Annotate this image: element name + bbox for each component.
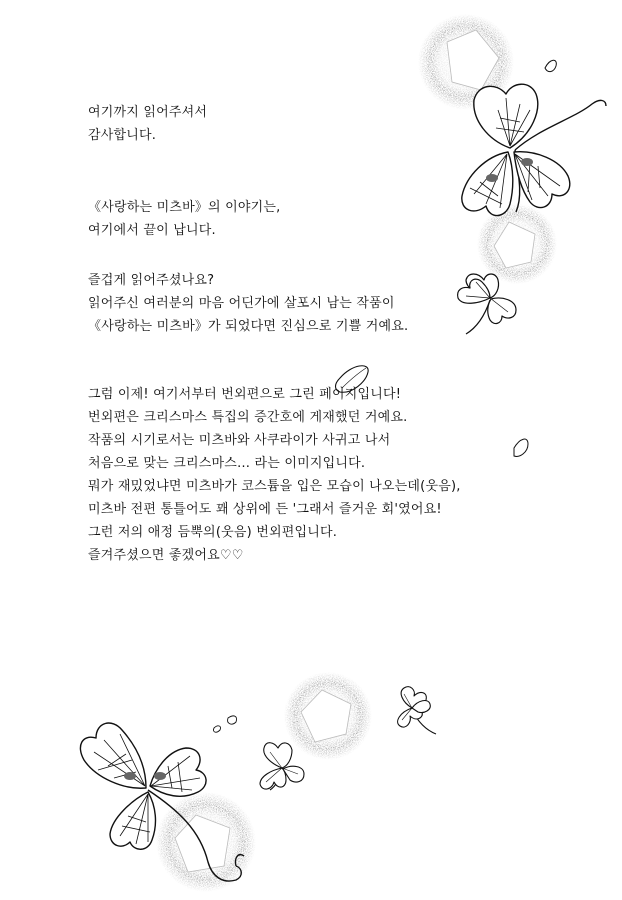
text-line: 감사합니다. [88,128,157,143]
text-line: 번외편은 크리스마스 특집의 증간호에 게재했던 거예요. [88,410,408,425]
clover-bottom-center [260,743,304,790]
text-line: 《사랑하는 미츠바》가 되었다면 진심으로 기쁠 거예요. [88,319,409,334]
text-line: 여기까지 읽어주셔서 [88,105,208,120]
small-clover-right-mid [458,274,516,334]
afterword-paragraph-thanks [88,101,448,147]
text-line: 즐겨주셨으면 좋겠어요♡♡ [88,548,244,563]
text-line: 여기에서 끝이 납니다. [88,223,216,238]
large-clover-top-right [462,84,606,215]
text-line: 뭐가 재밌었냐면 미츠바가 코스튬을 입은 모습이 나오는데(웃음), [88,479,461,494]
text-line: 그럼 이제! 여기서부터 번외편으로 그린 페이지입니다! [88,387,402,402]
petal-bottom-center [228,716,237,724]
afterword-paragraph-extra-chapter [88,383,461,567]
text-line: 《사랑하는 미츠바》의 이야기는, [88,200,281,215]
text-line: 그런 저의 애정 듬뿍의(웃음) 번외편입니다. [88,525,338,540]
text-line: 작품의 시기로서는 미츠바와 사쿠라이가 사귀고 나서 [88,433,391,448]
screentone-pentagon-bottom-right [284,672,372,760]
screentone-pentagon-mid [477,204,557,284]
clover-bottom-right [398,687,436,734]
afterword-paragraph-ending [88,196,448,242]
petal-small-right [514,439,528,456]
text-line: 즐겁게 읽어주셨나요? [88,273,215,288]
text-line: 처음으로 맞는 크리스마스… 라는 이미지입니다. [88,456,366,471]
petal-bottom-center-2 [213,726,220,732]
afterword-paragraph-hope [88,269,448,338]
petal-top-right [545,60,556,71]
text-line: 미츠바 전편 통틀어도 꽤 상위에 든 '그래서 즐거운 회'였어요! [88,502,442,517]
text-line: 읽어주신 여러분의 마음 어딘가에 살포시 남는 작품이 [88,296,395,311]
